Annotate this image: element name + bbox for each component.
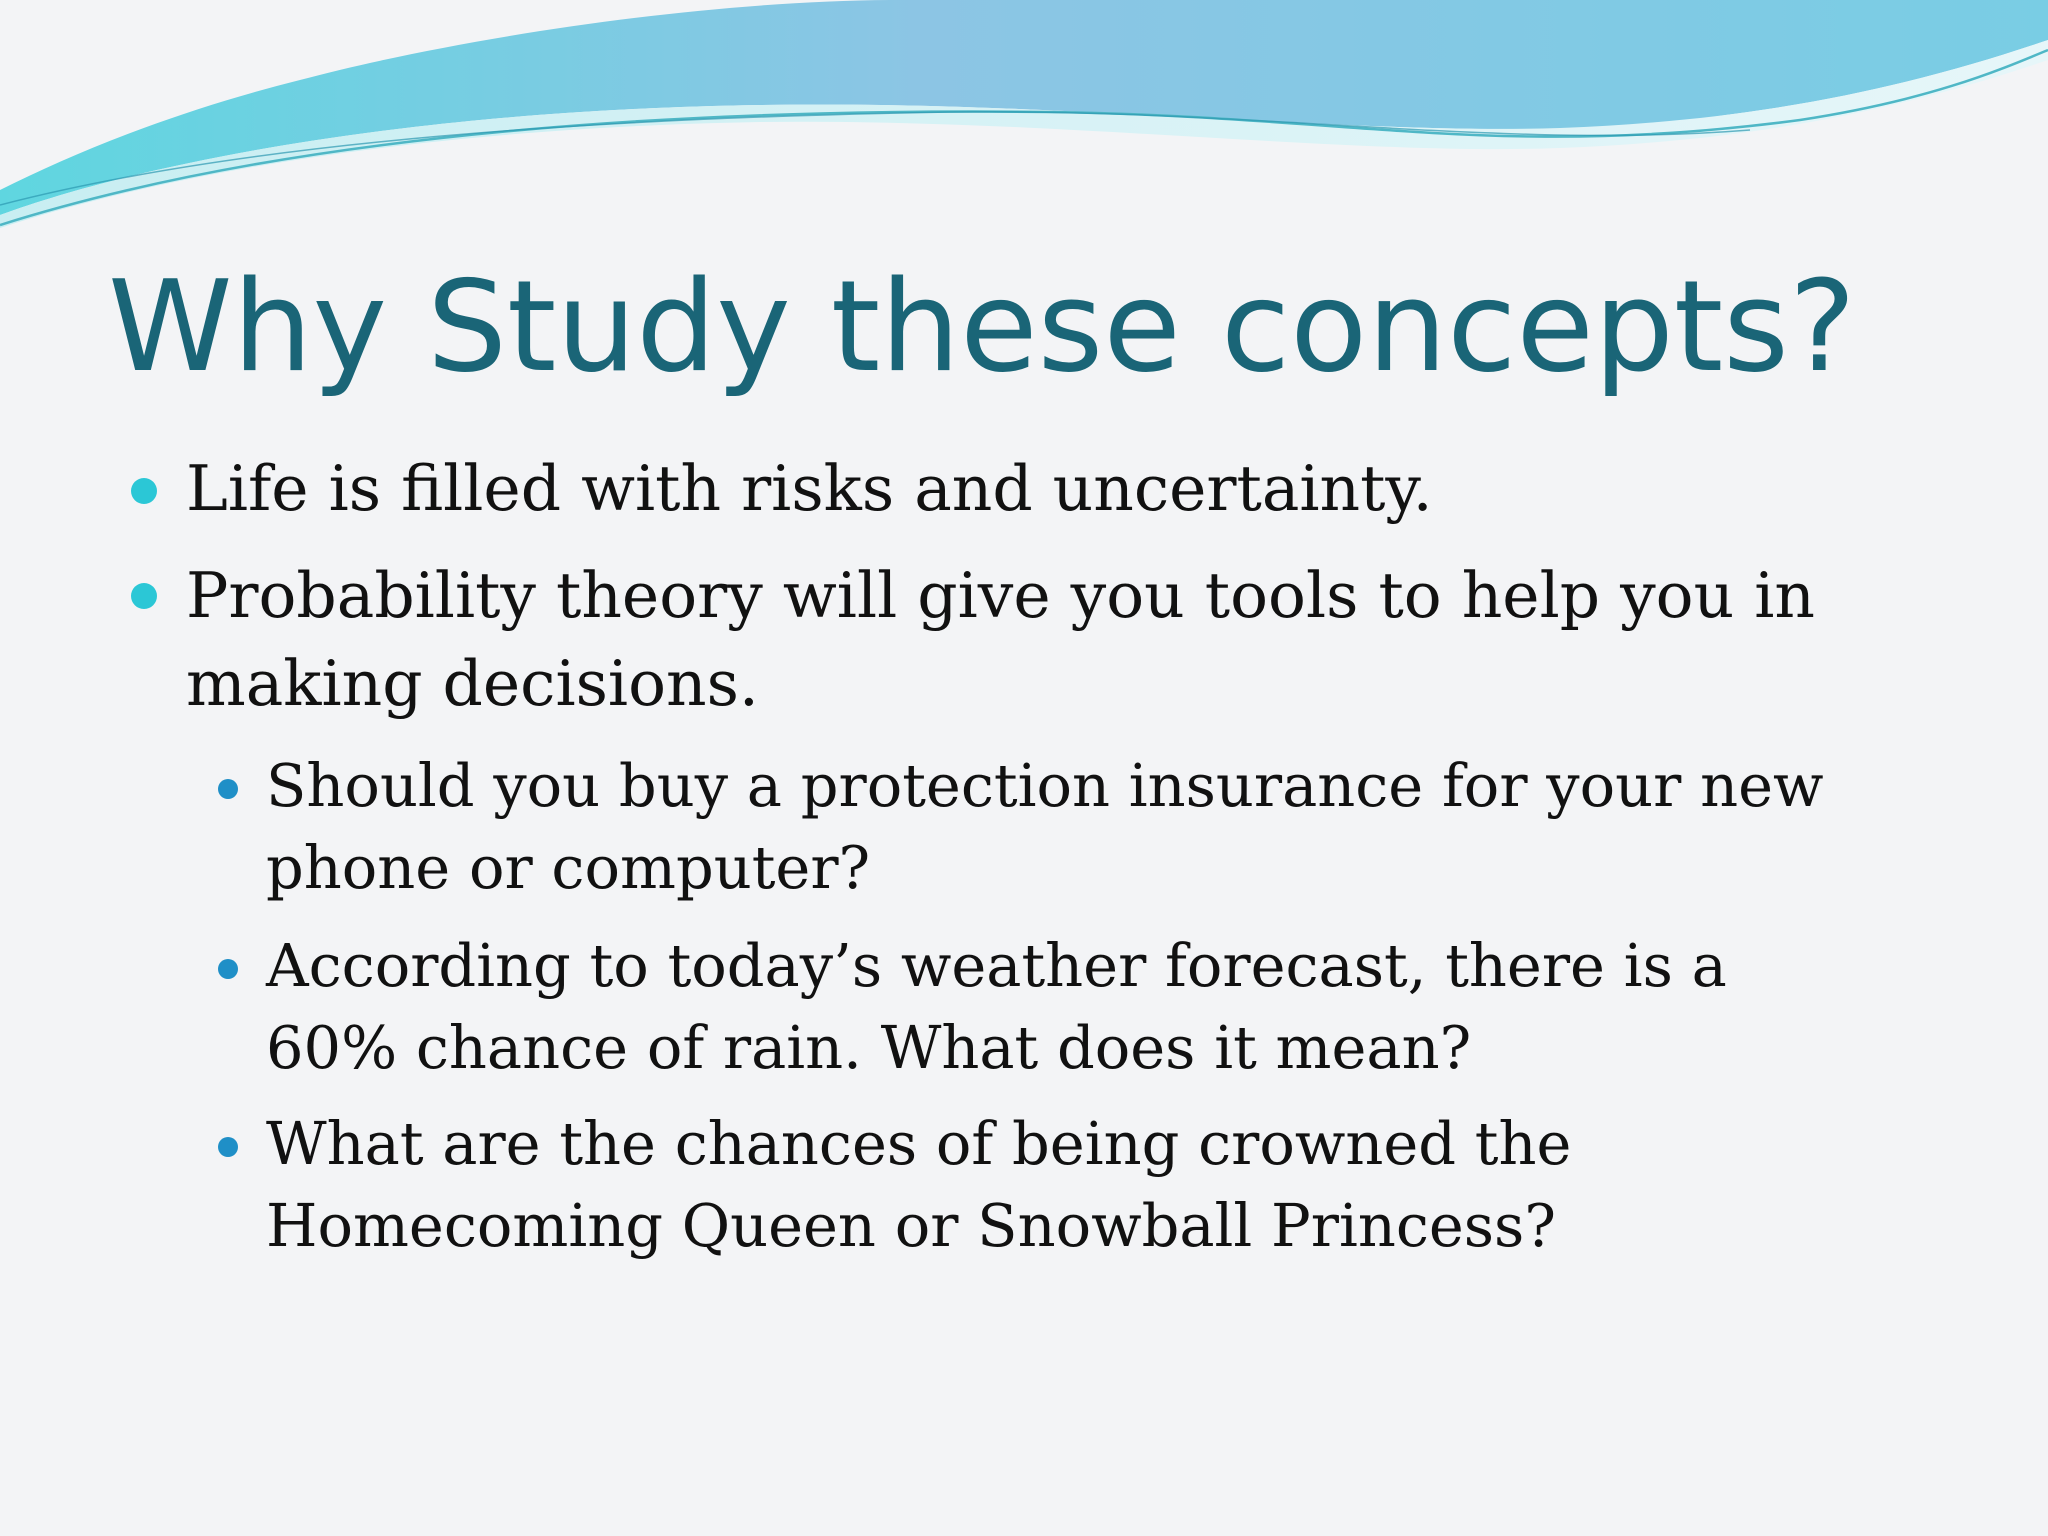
bullet-marker-icon bbox=[131, 583, 157, 609]
sub-bullet-marker-icon bbox=[218, 779, 238, 799]
sub-bullet-item: According to today’s weather forecast, there is a 60% chance of rain. What does it mean? bbox=[266, 931, 1727, 1082]
sub-bullet-marker-icon bbox=[218, 1137, 238, 1157]
slide-title: Why Study these concepts? bbox=[108, 253, 1856, 400]
sub-bullet-item: What are the chances of being crowned the Homecoming Queen or Snowball Princess? bbox=[266, 1109, 1572, 1260]
bullet-marker-icon bbox=[131, 478, 157, 504]
sub-bullet-marker-icon bbox=[218, 959, 238, 979]
bullet-item: Life is filled with risks and uncertainty. bbox=[186, 452, 1433, 525]
sub-bullet-item: Should you buy a protection insurance for your new phone or computer? bbox=[266, 751, 1824, 902]
bullet-item: Probability theory will give you tools to help you in making decisions. bbox=[186, 559, 1815, 720]
